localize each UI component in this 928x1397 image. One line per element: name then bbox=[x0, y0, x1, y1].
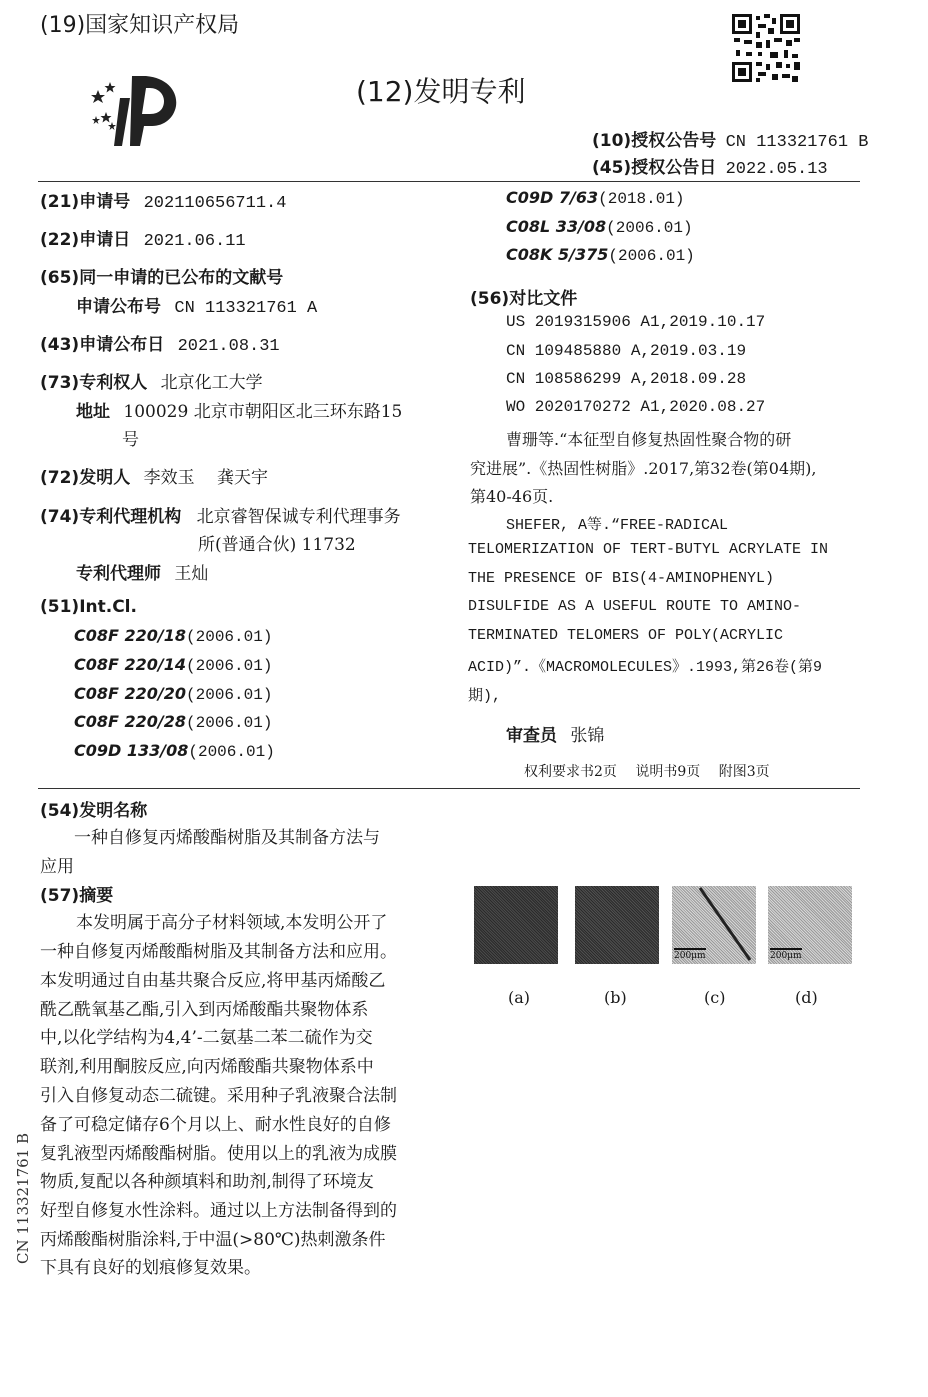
abstract-line: 备了可稳定储存6个月以上、耐水性良好的自修 bbox=[40, 1115, 391, 1135]
abstract-line: 酰乙酰氧基乙酯,引入到丙烯酸酯共聚物体系 bbox=[40, 1000, 369, 1020]
application-pub-number-row bbox=[76, 292, 317, 318]
int-cl-code: C08F 220/14 bbox=[74, 655, 187, 674]
examiner: 张锦 bbox=[570, 726, 605, 746]
pub-number-row bbox=[592, 126, 868, 152]
int-cl-version: (2006.01) bbox=[186, 628, 273, 646]
page-counts: 权利要求书2页 说明书9页 附图3页 bbox=[524, 764, 770, 780]
agency-line-1: 北京睿智保诚专利代理事务 bbox=[196, 507, 401, 527]
agency-label: (74)专利代理机构 bbox=[40, 507, 182, 527]
examiner-label: 审查员 bbox=[506, 726, 557, 746]
int-cl-code: C09D 7/63 bbox=[506, 188, 599, 207]
patentee: 北京化工大学 bbox=[160, 373, 263, 393]
abstract-line: 本发明通过自由基共聚合反应,将甲基丙烯酸乙 bbox=[40, 971, 386, 991]
int-cl-code: C08F 220/20 bbox=[74, 684, 187, 703]
int-cl-version: (2018.01) bbox=[598, 190, 685, 208]
invention-title-line-2: 应用 bbox=[40, 857, 74, 877]
int-cl-item bbox=[506, 217, 693, 237]
figure-label-d: (d) bbox=[795, 988, 818, 1007]
int-cl-code: C08F 220/18 bbox=[74, 626, 187, 645]
figure-panel-a bbox=[474, 886, 558, 964]
int-cl-code: C09D 133/08 bbox=[74, 741, 189, 760]
abstract-line: 丙烯酸酯树脂涂料,于中温(>80℃)热刺激条件 bbox=[40, 1230, 386, 1250]
application-date-row bbox=[40, 225, 246, 251]
references-label: (56)对比文件 bbox=[470, 289, 578, 309]
int-cl-item bbox=[74, 741, 275, 761]
abstract-line: 联剂,利用酮胺反应,向丙烯酸酯共聚物体系中 bbox=[40, 1057, 374, 1077]
patentee-label: (73)专利权人 bbox=[40, 373, 148, 393]
reference-line: 究进展”.《热固性树脂》.2017,第32卷(第04期), bbox=[470, 459, 817, 478]
reference-line: THE PRESENCE OF BIS(4-AMINOPHENYL) bbox=[468, 570, 775, 587]
abstract-line: 下具有良好的划痕修复效果。 bbox=[40, 1258, 261, 1278]
prior-publication-label: (65)同一申请的已公布的文献号 bbox=[40, 268, 284, 288]
agency-row bbox=[40, 502, 401, 527]
int-cl-item bbox=[74, 712, 272, 732]
agent-row bbox=[76, 559, 208, 584]
int-cl-version: (2006.01) bbox=[186, 686, 273, 704]
reference-line: TELOMERIZATION OF TERT-BUTYL ACRYLATE IN bbox=[468, 541, 829, 558]
application-date-label: (22)申请日 bbox=[40, 230, 131, 250]
agency-line-2: 所(普通合伙) 11732 bbox=[198, 535, 356, 555]
application-pub-date: 2021.08.31 bbox=[177, 337, 280, 356]
body-divider bbox=[38, 788, 860, 789]
pub-date: 2022.05.13 bbox=[725, 160, 828, 179]
int-cl-version: (2006.01) bbox=[606, 219, 693, 237]
patentee-row bbox=[40, 368, 263, 393]
pub-number-label: (10)授权公告号 bbox=[592, 131, 717, 151]
int-cl-version: (2006.01) bbox=[186, 714, 273, 732]
application-number-row bbox=[40, 187, 286, 213]
reference-item: CN 109485880 A,2019.03.19 bbox=[506, 342, 747, 360]
reference-line: SHEFER, A等.“FREE-RADICAL bbox=[506, 517, 729, 534]
address-line-1: 100029 北京市朝阳区北三环东路15 bbox=[123, 402, 403, 422]
abstract-line: 好型自修复水性涂料。通过以上方法制备得到的 bbox=[40, 1201, 397, 1221]
figure-panel-d bbox=[768, 886, 852, 964]
reference-line: ACID)”.《MACROMOLECULES》.1993,第26卷(第9 bbox=[468, 659, 823, 676]
qr-code-icon[interactable] bbox=[730, 12, 802, 84]
agent: 王灿 bbox=[174, 564, 209, 584]
figure-label-c: (c) bbox=[704, 988, 726, 1007]
reference-item: CN 108586299 A,2018.09.28 bbox=[506, 370, 747, 388]
office-name: (19)国家知识产权局 bbox=[40, 13, 240, 38]
reference-item: US 2019315906 A1,2019.10.17 bbox=[506, 313, 766, 331]
figure-panel-c bbox=[672, 886, 756, 964]
int-cl-code: C08F 220/28 bbox=[74, 712, 187, 731]
abstract-label: (57)摘要 bbox=[40, 886, 114, 906]
inventor-label: (72)发明人 bbox=[40, 468, 131, 488]
application-pub-date-row bbox=[40, 330, 280, 356]
reference-line: DISULFIDE AS A USEFUL ROUTE TO AMINO- bbox=[468, 598, 802, 615]
int-cl-version: (2006.01) bbox=[186, 657, 273, 675]
scale-bar-d: 200μm bbox=[770, 948, 802, 961]
abstract-line: 复乳液型丙烯酸酯树脂。使用以上的乳液为成膜 bbox=[40, 1144, 397, 1164]
int-cl-label: (51)Int.Cl. bbox=[40, 597, 137, 617]
inventor-row bbox=[40, 463, 268, 488]
abstract-line: 本发明属于高分子材料领域,本发明公开了 bbox=[76, 913, 388, 933]
figure-panel-b bbox=[575, 886, 659, 964]
int-cl-item bbox=[74, 655, 272, 675]
agent-label: 专利代理师 bbox=[76, 564, 161, 584]
pub-number: CN 113321761 B bbox=[725, 133, 869, 152]
int-cl-version: (2006.01) bbox=[188, 743, 275, 761]
int-cl-code: C08K 5/375 bbox=[506, 245, 609, 264]
header-divider bbox=[38, 181, 860, 182]
figure-label-a: (a) bbox=[508, 988, 531, 1007]
address-label: 地址 bbox=[76, 402, 110, 422]
figure-label-b: (b) bbox=[604, 988, 627, 1007]
abstract-line: 一种自修复丙烯酸酯树脂及其制备方法和应用。 bbox=[40, 942, 397, 962]
side-patent-number: CN 113321761 B bbox=[14, 1132, 32, 1264]
application-number-label: (21)申请号 bbox=[40, 192, 131, 212]
int-cl-item bbox=[506, 188, 685, 208]
document-type: (12)发明专利 bbox=[356, 75, 526, 108]
reference-item: WO 2020170272 A1,2020.08.27 bbox=[506, 398, 766, 416]
examiner-row bbox=[506, 721, 604, 746]
application-pub-date-label: (43)申请公布日 bbox=[40, 335, 165, 355]
int-cl-version: (2006.01) bbox=[608, 247, 695, 265]
invention-title-label: (54)发明名称 bbox=[40, 801, 148, 821]
reference-line: TERMINATED TELOMERS OF POLY(ACRYLIC bbox=[468, 627, 784, 644]
address-row bbox=[76, 397, 402, 422]
abstract-line: 中,以化学结构为4,4’-二氨基二苯二硫作为交 bbox=[40, 1028, 373, 1048]
application-date: 2021.06.11 bbox=[143, 232, 246, 251]
cnipa-logo-icon bbox=[86, 68, 186, 150]
application-pub-number-label: 申请公布号 bbox=[76, 297, 161, 317]
reference-line: 期), bbox=[468, 688, 502, 705]
abstract-line: 引入自修复动态二硫键。采用种子乳液聚合法制 bbox=[40, 1086, 397, 1106]
reference-line: 曹珊等.“本征型自修复热固性聚合物的研 bbox=[506, 430, 792, 449]
int-cl-item bbox=[74, 684, 272, 704]
int-cl-item bbox=[506, 245, 695, 265]
application-pub-number: CN 113321761 A bbox=[174, 299, 318, 318]
scale-bar-c: 200μm bbox=[674, 948, 706, 961]
int-cl-item bbox=[74, 626, 272, 646]
abstract-line: 物质,复配以各种颜填料和助剂,制得了环境友 bbox=[40, 1172, 374, 1192]
application-number: 202110656711.4 bbox=[143, 194, 287, 213]
pub-date-label: (45)授权公告日 bbox=[592, 158, 717, 178]
pub-date-row bbox=[592, 153, 828, 179]
address-line-2: 号 bbox=[122, 430, 139, 450]
invention-title-line-1: 一种自修复丙烯酸酯树脂及其制备方法与 bbox=[74, 828, 380, 848]
inventors: 李效玉 龚天宇 bbox=[143, 468, 269, 488]
reference-line: 第40-46页. bbox=[470, 487, 554, 506]
int-cl-code: C08L 33/08 bbox=[506, 217, 607, 236]
